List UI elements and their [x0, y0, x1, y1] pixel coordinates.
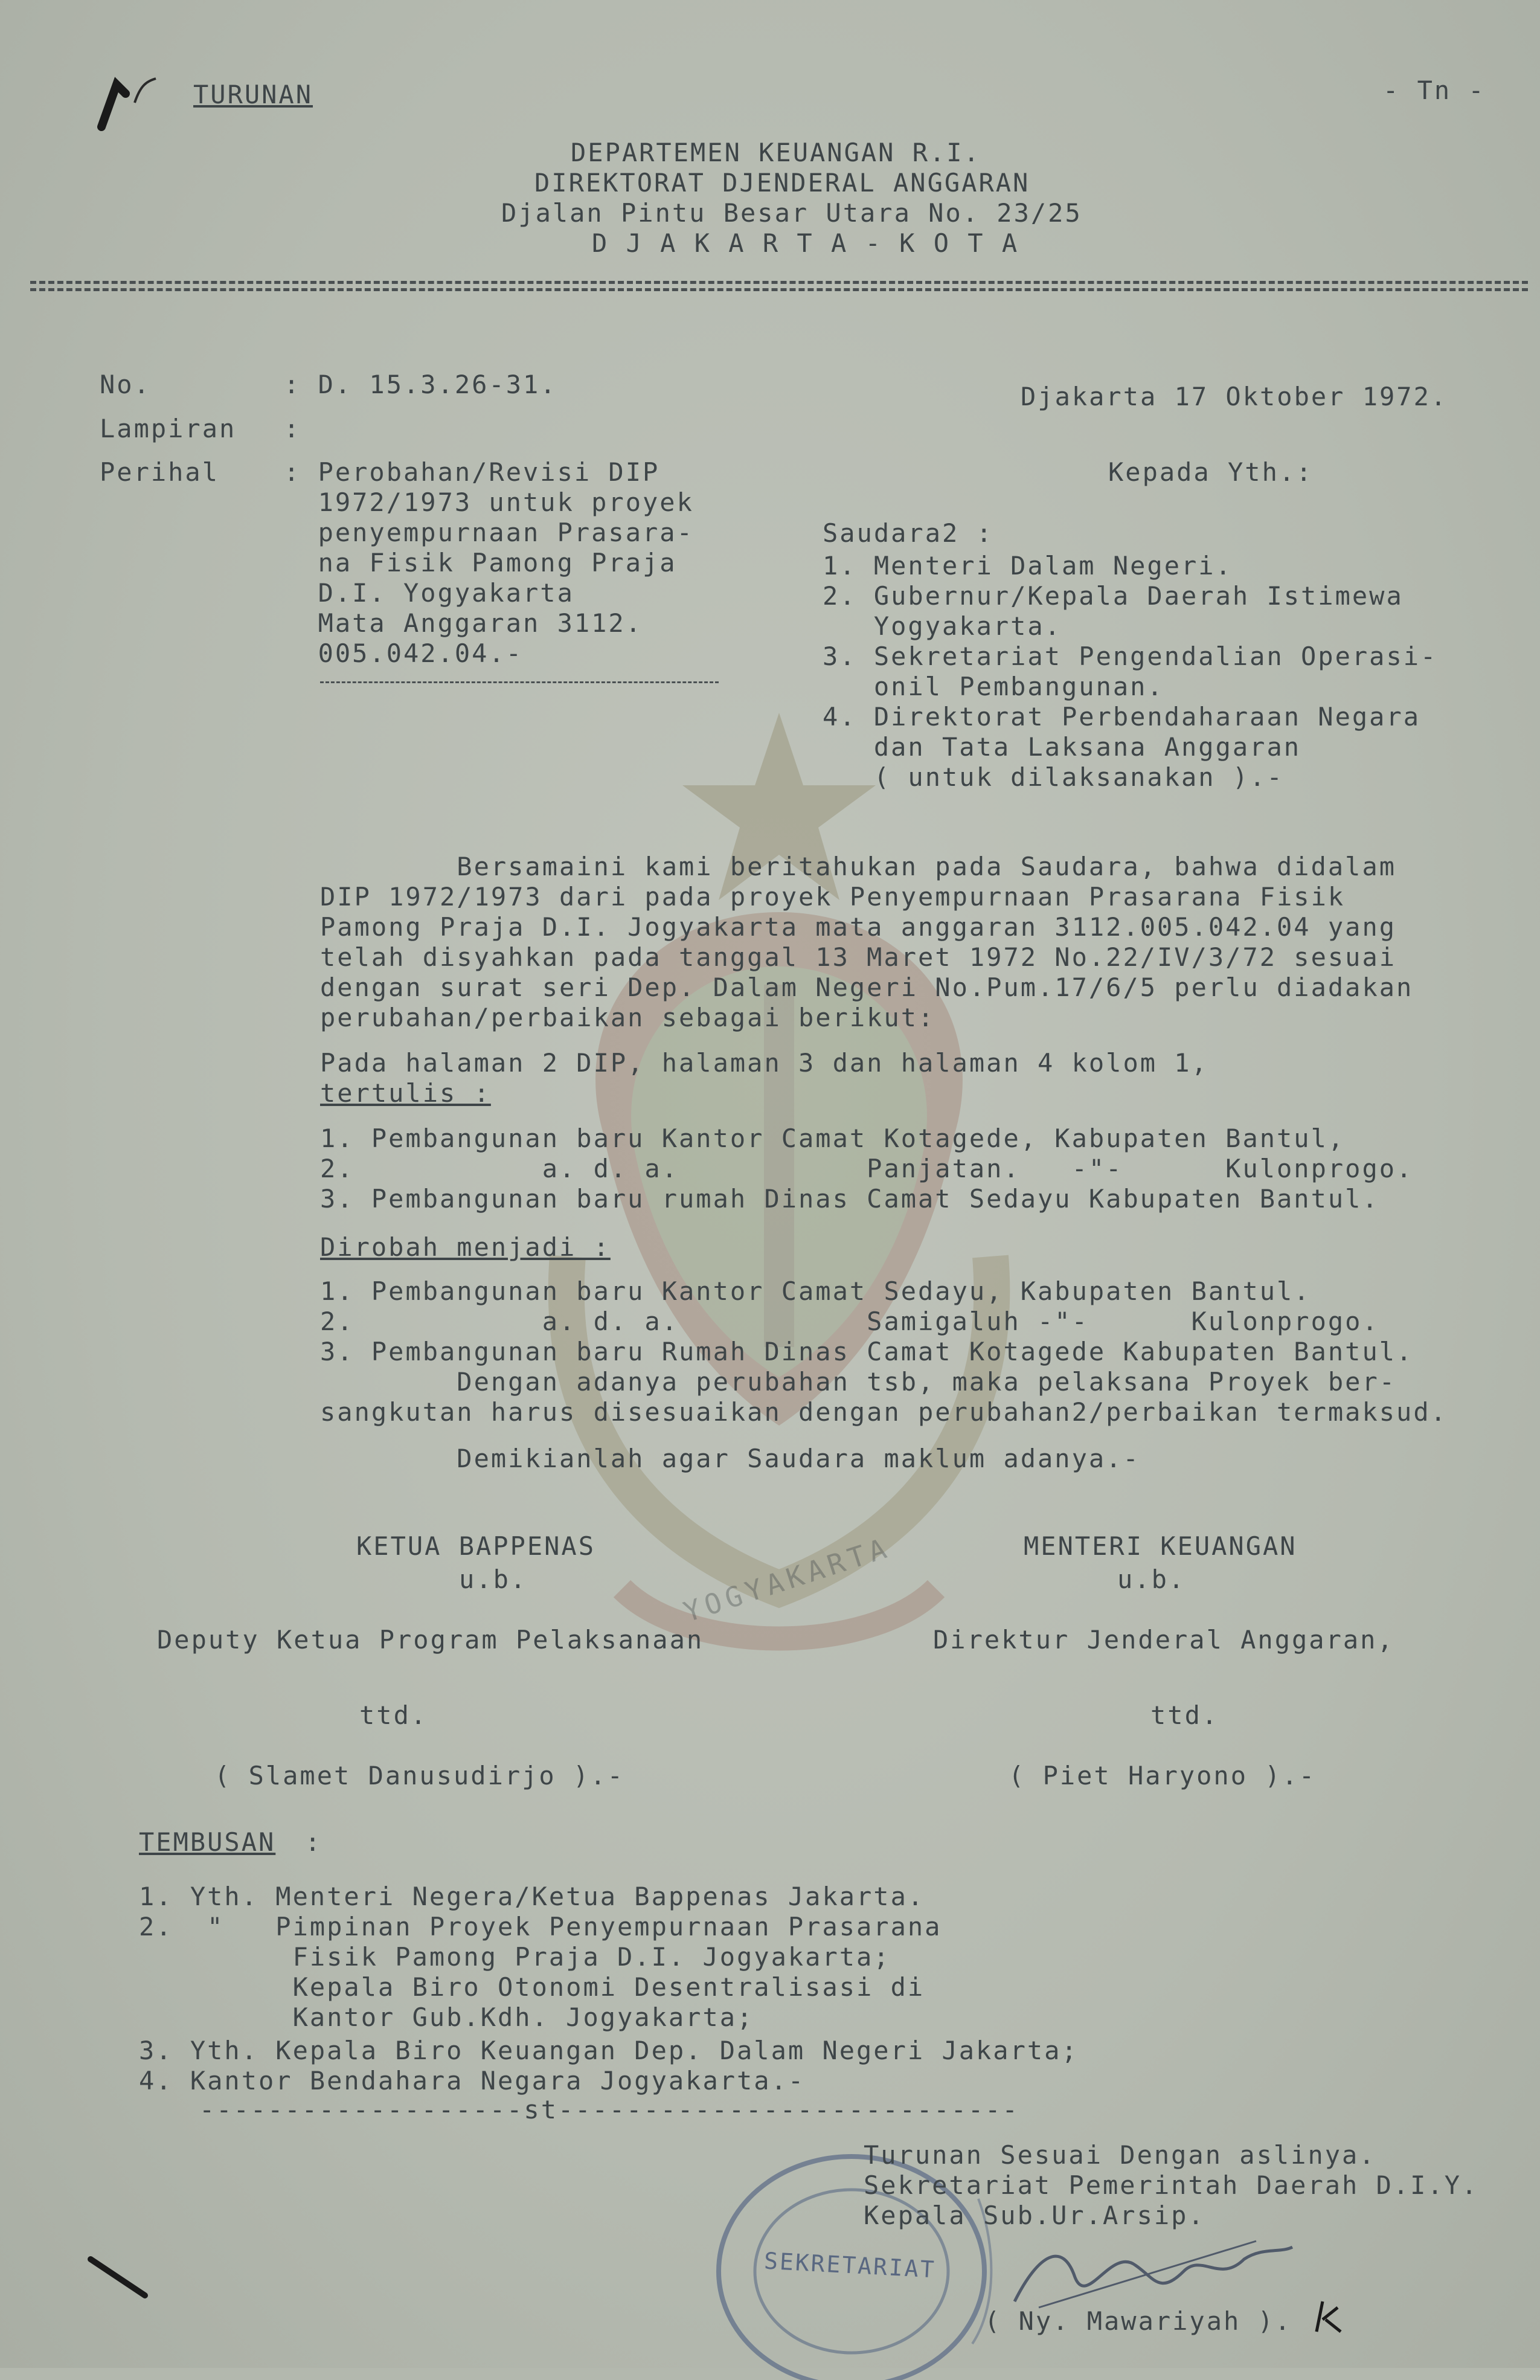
copy-label: TURUNAN: [193, 80, 313, 109]
dirobah-label: Dirobah menjadi :: [320, 1232, 611, 1262]
recipient-line: 4. Direktorat Perbendaharaan Negara: [823, 702, 1421, 732]
right-signer-name: ( Piet Haryono ).-: [1009, 1761, 1317, 1790]
org-city: D J A K A R T A - K O T A: [592, 228, 1019, 258]
handwritten-checkmark-icon: [89, 72, 168, 139]
left-signer-ub: u.b.: [459, 1565, 528, 1594]
perihal-line: na Fisik Pamong Praja: [284, 548, 677, 577]
tembusan-line: 1. Yth. Menteri Negera/Ketua Bappenas Jakarta.: [139, 1882, 925, 1911]
tertulis-label: tertulis :: [320, 1078, 491, 1108]
right-signer-title: MENTERI KEUANGAN: [1024, 1531, 1297, 1561]
org-address: Djalan Pintu Besar Utara No. 23/25: [501, 198, 1082, 228]
dirobah-line: 1. Pembangunan baru Kantor Camat Sedayu, Kabupaten Bantul.: [320, 1276, 1311, 1306]
left-signer-title: KETUA BAPPENAS: [356, 1531, 596, 1561]
body-line: telah disyahkan pada tanggal 13 Maret 1972 No.22/IV/3/72 sesuai: [320, 942, 1397, 972]
page-reference: Pada halaman 2 DIP, halaman 3 dan halaman 4 kolom 1,: [320, 1048, 1208, 1078]
lampiran-value: :: [284, 414, 301, 443]
perihal-line: : Perobahan/Revisi DIP: [284, 457, 660, 487]
org-name-line1: DEPARTEMEN KEUANGAN R.I.: [571, 138, 981, 167]
closing-line: Demikianlah agar Saudara maklum adanya.-: [320, 1444, 1140, 1473]
certification-line: Sekretariat Pemerintah Daerah D.I.Y.: [864, 2170, 1479, 2200]
perihal-line: 1972/1973 untuk proyek: [284, 487, 694, 517]
tembusan-divider: -------------------st---------------------------: [199, 2095, 1019, 2124]
perihal-line: Mata Anggaran 3112.: [284, 608, 643, 638]
page-mark: - Tn -: [1383, 76, 1486, 105]
tertulis-line: 2. a. d. a. Panjatan. -"- Kulonprogo.: [320, 1154, 1414, 1183]
recipient-line: ( untuk dilaksanakan ).-: [823, 762, 1284, 792]
tembusan-line: 4. Kantor Bendahara Negara Jogyakarta.-: [139, 2066, 806, 2095]
recipient-line: 2. Gubernur/Kepala Daerah Istimewa: [823, 581, 1404, 611]
perihal-underline: [320, 681, 719, 683]
left-signer-ttd: ttd.: [359, 1700, 428, 1730]
left-signer-name: ( Slamet Danusudirjo ).-: [214, 1761, 624, 1790]
perihal-line: 005.042.04.-: [284, 638, 524, 668]
tertulis-line: 1. Pembangunan baru Kantor Camat Kotagede, Kabupaten Bantul,: [320, 1124, 1346, 1153]
tembusan-line: 2. " Pimpinan Proyek Penyempurnaan Prasarana: [139, 1912, 942, 1941]
body-line: DIP 1972/1973 dari pada proyek Penyempurnaan Prasarana Fisik: [320, 882, 1346, 912]
recipient-line: 3. Sekretariat Pengendalian Operasi-: [823, 642, 1438, 671]
tembusan-line: 3. Yth. Kepala Biro Keuangan Dep. Dalam Negeri Jakarta;: [139, 2036, 1079, 2065]
body-line: perubahan/perbaikan sebagai berikut:: [320, 1003, 935, 1032]
dirobah-line: 3. Pembangunan baru Rumah Dinas Camat Kotagede Kabupaten Bantul.: [320, 1337, 1414, 1366]
handwritten-check-icon: [1311, 2295, 1347, 2338]
header-divider-second: [30, 288, 1528, 291]
certification-line: Turunan Sesuai Dengan aslinya.: [864, 2140, 1376, 2170]
perihal-line: penyempurnaan Prasara-: [284, 518, 694, 547]
body-line: sangkutan harus disesuaikan dengan perubahan2/perbaikan termaksud.: [320, 1397, 1448, 1427]
handwritten-stroke-icon: [85, 2253, 157, 2301]
tembusan-label: TEMBUSAN: [139, 1827, 276, 1857]
perihal-line: D.I. Yogyakarta: [284, 578, 574, 608]
recipient-line: dan Tata Laksana Anggaran: [823, 732, 1301, 762]
recipient-line: onil Pembangunan.: [823, 672, 1164, 701]
dirobah-line: 2. a. d. a. Samigaluh -"- Kulonprogo.: [320, 1307, 1379, 1336]
body-line: Pamong Praja D.I. Jogyakarta mata anggaran 3112.005.042.04 yang: [320, 912, 1397, 942]
lampiran-label: Lampiran: [100, 414, 237, 443]
no-label: No.: [100, 370, 151, 399]
recipients-greeting: Kepada Yth.:: [1108, 457, 1314, 487]
letter-date: Djakarta 17 Oktober 1972.: [1021, 382, 1448, 411]
right-signer-ttd: ttd.: [1150, 1700, 1219, 1730]
recipient-line: 1. Menteri Dalam Negeri.: [823, 551, 1233, 581]
tembusan-line: Kantor Gub.Kdh. Jogyakarta;: [139, 2002, 754, 2032]
certification-line: Kepala Sub.Ur.Arsip.: [864, 2201, 1205, 2230]
tembusan-line: Fisik Pamong Praja D.I. Jogyakarta;: [139, 1942, 891, 1972]
recipient-line: Yogyakarta.: [823, 611, 1062, 641]
no-value: : D. 15.3.26-31.: [284, 370, 557, 399]
recipients-salutation: Saudara2 :: [823, 518, 993, 548]
left-signer-role: Deputy Ketua Program Pelaksanaan: [157, 1625, 704, 1655]
header-divider: [30, 281, 1528, 284]
org-name-line2: DIREKTORAT DJENDERAL ANGGARAN: [534, 168, 1030, 198]
body-line: Bersamaini kami beritahukan pada Saudara, bahwa didalam: [320, 852, 1397, 881]
tembusan-colon: :: [305, 1827, 322, 1857]
right-signer-role: Direktur Jenderal Anggaran,: [933, 1625, 1394, 1655]
body-line: dengan surat seri Dep. Dalam Negeri No.Pum.17/6/5 perlu diadakan: [320, 973, 1414, 1002]
right-signer-ub: u.b.: [1117, 1565, 1186, 1594]
perihal-label: Perihal: [100, 457, 220, 487]
tembusan-line: Kepala Biro Otonomi Desentralisasi di: [139, 1972, 925, 2002]
tertulis-line: 3. Pembangunan baru rumah Dinas Camat Sedayu Kabupaten Bantul.: [320, 1184, 1379, 1214]
certifier-name: ( Ny. Mawariyah ).: [984, 2306, 1292, 2336]
stamp-text: SEKRETARIAT: [763, 2247, 937, 2283]
emblem-text: YOGYAKARTA: [679, 1531, 895, 1629]
body-line: Dengan adanya perubahan tsb, maka pelaksana Proyek ber-: [320, 1367, 1397, 1397]
